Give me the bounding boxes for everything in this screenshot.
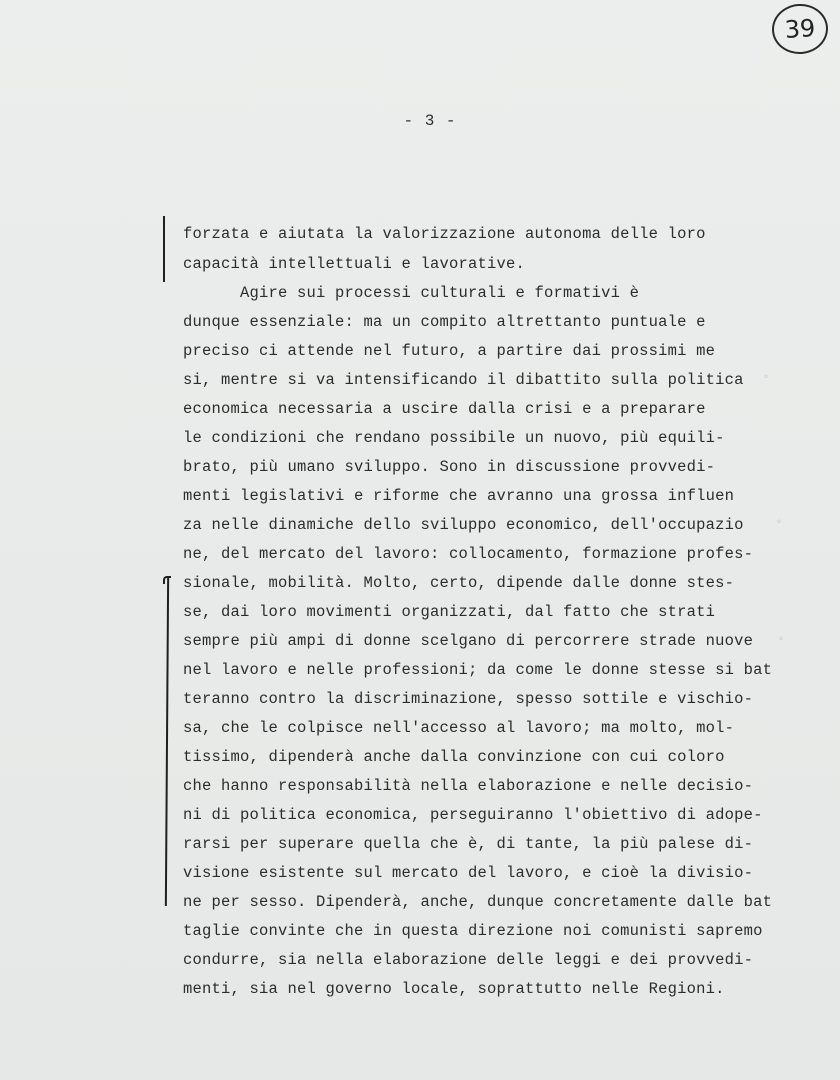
text-line: taglie convinte che in questa direzione noi comunisti sapremo (183, 922, 763, 940)
text-line: ne, del mercato del lavoro: collocamento, formazione profes- (183, 545, 754, 563)
text-line: ni di politica economica, perseguiranno l'obiettivo di adope- (183, 806, 763, 824)
text-line: economica necessaria a uscire dalla crisi e a preparare (183, 400, 706, 418)
margin-bar-top (163, 216, 165, 282)
text-line: condurre, sia nella elaborazione delle leggi e dei provvedi- (183, 951, 754, 969)
margin-dot: ◦ (776, 517, 782, 528)
text-line: dunque essenziale: ma un compito altrettanto puntuale e (183, 313, 706, 331)
margin-bar-middle (165, 578, 169, 906)
text-line: forzata e aiutata la valorizzazione autonoma delle loro (183, 225, 706, 243)
text-line: le condizioni che rendano possibile un nuovo, più equili- (183, 429, 725, 447)
page-number: - 3 - (403, 112, 457, 130)
text-line: se, dai loro movimenti organizzati, dal fatto che strati (183, 603, 716, 621)
text-line: capacità intellettuali e lavorative. (183, 255, 526, 273)
margin-dot: ◦ (778, 634, 784, 645)
text-line: brato, più umano sviluppo. Sono in discussione provvedi- (183, 458, 716, 476)
text-line: menti legislativi e riforme che avranno una grossa influen (183, 487, 735, 505)
text-line: menti, sia nel governo locale, soprattutto nelle Regioni. (183, 980, 725, 998)
text-line: sempre più ampi di donne scelgano di percorrere strade nuove (183, 632, 754, 650)
text-line: za nelle dinamiche dello sviluppo economico, dell'occupazio (183, 516, 744, 534)
margin-dot: ◦ (763, 372, 769, 383)
text-line: tissimo, dipenderà anche dalla convinzione con cui coloro (183, 748, 725, 766)
text-line: si, mentre si va intensificando il dibattito sulla politica (183, 371, 744, 389)
text-line: sa, che le colpisce nell'accesso al lavoro; ma molto, mol- (183, 719, 735, 737)
text-line: sionale, mobilità. Molto, certo, dipende dalle donne stes- (183, 574, 735, 592)
text-line: Agire sui processi culturali e formativi è (183, 284, 640, 302)
text-line: nel lavoro e nelle professioni; da come le donne stesse si bat (183, 661, 773, 679)
text-line: visione esistente sul mercato del lavoro, e cioè la divisio- (183, 864, 754, 882)
text-line: rarsi per superare quella che è, di tante, la più palese di- (183, 835, 754, 853)
text-line: che hanno responsabilità nella elaborazione e nelle decisio- (183, 777, 754, 795)
page-stamp: 39 (770, 2, 829, 56)
text-line: preciso ci attende nel futuro, a partire dai prossimi me (183, 342, 716, 360)
text-line: ne per sesso. Dipenderà, anche, dunque concretamente dalle bat (183, 893, 773, 911)
text-line: teranno contro la discriminazione, spesso sottile e vischio- (183, 690, 754, 708)
